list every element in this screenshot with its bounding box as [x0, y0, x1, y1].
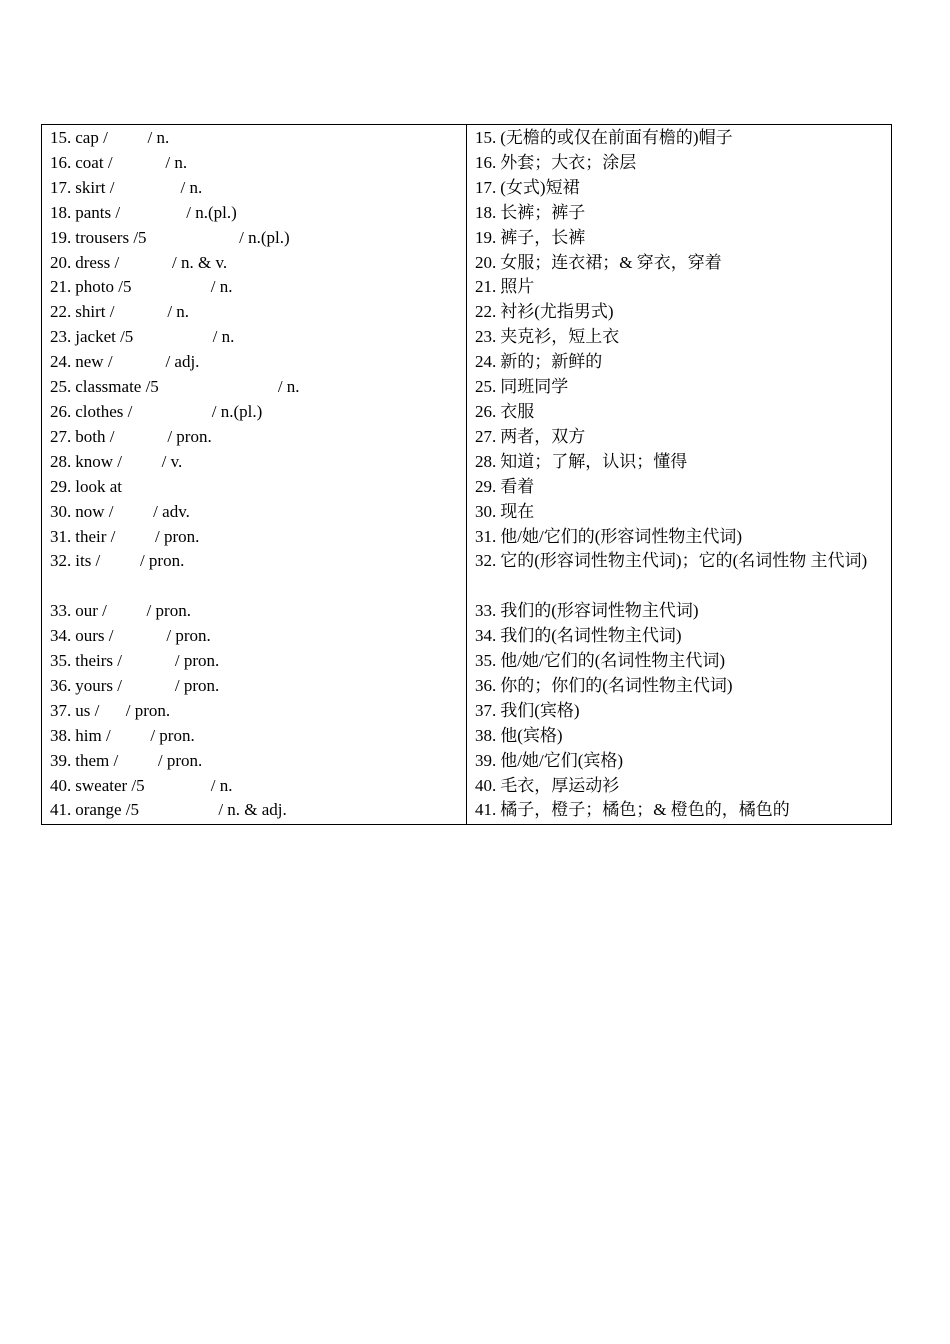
entry-word: classmate /5         / n. [75, 377, 300, 397]
entry-number: 33. [50, 601, 72, 621]
entry-meaning: 毛衣，厚运动衫 [500, 775, 620, 795]
entry-number: 35. [475, 651, 497, 671]
english-entry [50, 699, 466, 724]
english-entry [50, 749, 466, 774]
entry-number: 29. [50, 476, 72, 496]
chinese-entry [475, 176, 885, 201]
entry-word: cap /   / n. [75, 128, 170, 147]
entry-word: its /   / pron. [75, 551, 185, 571]
chinese-entry [475, 798, 885, 823]
chinese-entry [475, 375, 885, 400]
entry-number: 20. [50, 252, 72, 272]
entry-number: 25. [50, 377, 72, 397]
entry-number: 36. [50, 675, 72, 695]
chinese-entry [475, 126, 885, 151]
chinese-entry [475, 275, 885, 300]
english-entry [50, 251, 466, 276]
entry-number: 27. [50, 426, 72, 446]
entry-number: 30. [475, 501, 497, 521]
entry-word: new /    / adj. [75, 352, 200, 372]
entry-word: them /   / pron. [75, 750, 203, 770]
english-entry [50, 500, 466, 525]
english-entry [50, 425, 466, 450]
entry-meaning: (女式)短裙 [500, 177, 580, 197]
entry-number: 28. [475, 451, 497, 471]
chinese-entry [475, 251, 885, 276]
entry-number: 15. [475, 128, 497, 147]
entry-number: 20. [475, 252, 497, 272]
entry-word: skirt /     / n. [75, 177, 203, 197]
entry-number: 16. [475, 152, 497, 172]
entry-word: theirs /    / pron. [75, 651, 220, 671]
chinese-entry [475, 674, 885, 699]
entry-number: 19. [475, 227, 497, 247]
chinese-entry [475, 724, 885, 749]
entry-number: 23. [475, 327, 497, 347]
english-entry [50, 151, 466, 176]
entry-word: jacket /5      / n. [75, 327, 235, 347]
entry-word: coat /    / n. [75, 152, 188, 172]
english-entry [50, 525, 466, 550]
chinese-entry [475, 450, 885, 475]
vocabulary-table [41, 124, 892, 825]
entry-number: 32. [50, 551, 72, 571]
entry-meaning: 他/她/它们(宾格) [500, 750, 624, 770]
chinese-entry [475, 599, 885, 624]
english-entry [50, 275, 466, 300]
entry-word: look at [75, 476, 122, 496]
entry-number: 40. [475, 775, 497, 795]
entry-word: shirt /    / n. [75, 302, 190, 322]
english-entry [50, 201, 466, 226]
entry-meaning: 我们的(名词性物主代词) [500, 626, 682, 646]
entry-number: 38. [50, 725, 72, 745]
entry-meaning: 他(宾格) [500, 725, 563, 745]
entry-number: 22. [50, 302, 72, 322]
english-entry [50, 350, 466, 375]
entry-word: orange /5      / n. & adj. [75, 800, 287, 820]
entry-number: 21. [50, 277, 72, 297]
chinese-entry [475, 400, 885, 425]
entry-number: 19. [50, 227, 72, 247]
entry-number: 34. [475, 626, 497, 646]
english-entry [50, 325, 466, 350]
entry-number: 27. [475, 426, 497, 446]
english-entry [50, 375, 466, 400]
english-entry [50, 300, 466, 325]
entry-meaning: 它的(形容词性物主代词)；它的(名词性物 主代词) [500, 551, 868, 571]
english-entry [50, 226, 466, 251]
chinese-entry [475, 774, 885, 799]
english-entry [50, 475, 466, 500]
entry-meaning: 长裤；裤子 [500, 202, 586, 222]
entry-number: 31. [50, 526, 72, 546]
entry-word: know /   / v. [75, 451, 183, 471]
entry-number: 17. [475, 177, 497, 197]
chinese-entry [475, 300, 885, 325]
entry-word: dress /    / n. & v. [75, 252, 228, 272]
entry-meaning: 你的；你们的(名词性物主代词) [500, 675, 733, 695]
entry-meaning: 橘子，橙子；橘色；& 橙色的，橘色的 [500, 800, 790, 820]
entry-word: us /  / pron. [75, 700, 171, 720]
entry-number: 26. [475, 401, 497, 421]
entry-word: now /   / adv. [75, 501, 190, 521]
english-entry [50, 599, 466, 624]
entry-word: photo /5      / n. [75, 277, 233, 297]
entry-meaning: 看着 [500, 476, 535, 496]
entry-number: 37. [475, 700, 497, 720]
entry-number: 23. [50, 327, 72, 347]
entry-number: 15. [50, 128, 72, 147]
entry-number: 41. [50, 800, 72, 820]
chinese-entry [475, 475, 885, 500]
chinese-entry [475, 699, 885, 724]
entry-meaning: 衣服 [500, 401, 535, 421]
entry-number: 29. [475, 476, 497, 496]
chinese-entry [475, 525, 885, 550]
entry-word: both /    / pron. [75, 426, 212, 446]
english-entry [50, 176, 466, 201]
english-entry [50, 450, 466, 475]
entry-number: 18. [475, 202, 497, 222]
entry-meaning: 夹克衫，短上衣 [500, 327, 620, 347]
english-entry [50, 649, 466, 674]
entry-number: 26. [50, 401, 72, 421]
chinese-column [467, 125, 891, 824]
entry-meaning: 我们的(形容词性物主代词) [500, 601, 699, 621]
entry-meaning: 裤子，长裤 [500, 227, 586, 247]
entry-number: 37. [50, 700, 72, 720]
english-entry [50, 126, 466, 151]
chinese-entry [475, 649, 885, 674]
entry-number: 41. [475, 800, 497, 820]
entry-meaning: 女服；连衣裙；& 穿衣，穿着 [500, 252, 722, 272]
entry-word: our /   / pron. [75, 601, 191, 621]
entry-number: 35. [50, 651, 72, 671]
english-entry [50, 624, 466, 649]
english-entry [50, 798, 466, 823]
entry-meaning: 外套；大衣；涂层 [500, 152, 637, 172]
entry-meaning: 他/她/它们的(名词性物主代词) [500, 651, 726, 671]
entry-meaning: 我们(宾格) [500, 700, 580, 720]
entry-word: pants /     / n.(pl.) [75, 202, 237, 222]
english-entry [50, 400, 466, 425]
entry-meaning: 他/她/它们的(形容词性物主代词) [500, 526, 743, 546]
chinese-entry [475, 151, 885, 176]
entry-number: 39. [50, 750, 72, 770]
chinese-entry [475, 624, 885, 649]
entry-number: 21. [475, 277, 497, 297]
entry-word: clothes /      / n.(pl.) [75, 401, 263, 421]
entry-word: trousers /5       / n.(pl.) [75, 227, 290, 247]
entry-meaning: 照片 [500, 277, 535, 297]
entry-word: yours /    / pron. [75, 675, 220, 695]
entry-meaning: 现在 [500, 501, 535, 521]
entry-meaning: 两者，双方 [500, 426, 586, 446]
entry-number: 24. [50, 352, 72, 372]
entry-number: 25. [475, 377, 497, 397]
chinese-entry [475, 549, 885, 599]
chinese-entry [475, 350, 885, 375]
entry-number: 34. [50, 626, 72, 646]
entry-word: their /   / pron. [75, 526, 200, 546]
entry-meaning: 同班同学 [500, 377, 569, 397]
entry-number: 36. [475, 675, 497, 695]
entry-word: sweater /5     / n. [75, 775, 233, 795]
entry-word: him /   / pron. [75, 725, 195, 745]
english-entry [50, 774, 466, 799]
entry-number: 33. [475, 601, 497, 621]
chinese-entry [475, 201, 885, 226]
english-column [42, 125, 467, 824]
chinese-entry [475, 226, 885, 251]
entry-number: 31. [475, 526, 497, 546]
chinese-entry [475, 749, 885, 774]
entry-number: 22. [475, 302, 497, 322]
chinese-entry [475, 325, 885, 350]
entry-number: 16. [50, 152, 72, 172]
entry-number: 17. [50, 177, 72, 197]
entry-number: 28. [50, 451, 72, 471]
chinese-entry [475, 500, 885, 525]
entry-meaning: 知道；了解，认识；懂得 [500, 451, 688, 471]
entry-word: ours /    / pron. [75, 626, 211, 646]
entry-meaning: 衬衫(尤指男式) [500, 302, 614, 322]
chinese-entry [475, 425, 885, 450]
entry-number: 40. [50, 775, 72, 795]
english-entry [50, 674, 466, 699]
entry-meaning: (无檐的或仅在前面有檐的)帽子 [500, 128, 733, 147]
english-entry [50, 724, 466, 749]
entry-number: 30. [50, 501, 72, 521]
english-entry [50, 549, 466, 599]
entry-number: 39. [475, 750, 497, 770]
entry-number: 38. [475, 725, 497, 745]
entry-number: 24. [475, 352, 497, 372]
entry-number: 18. [50, 202, 72, 222]
entry-meaning: 新的；新鲜的 [500, 352, 603, 372]
entry-number: 32. [475, 551, 497, 571]
